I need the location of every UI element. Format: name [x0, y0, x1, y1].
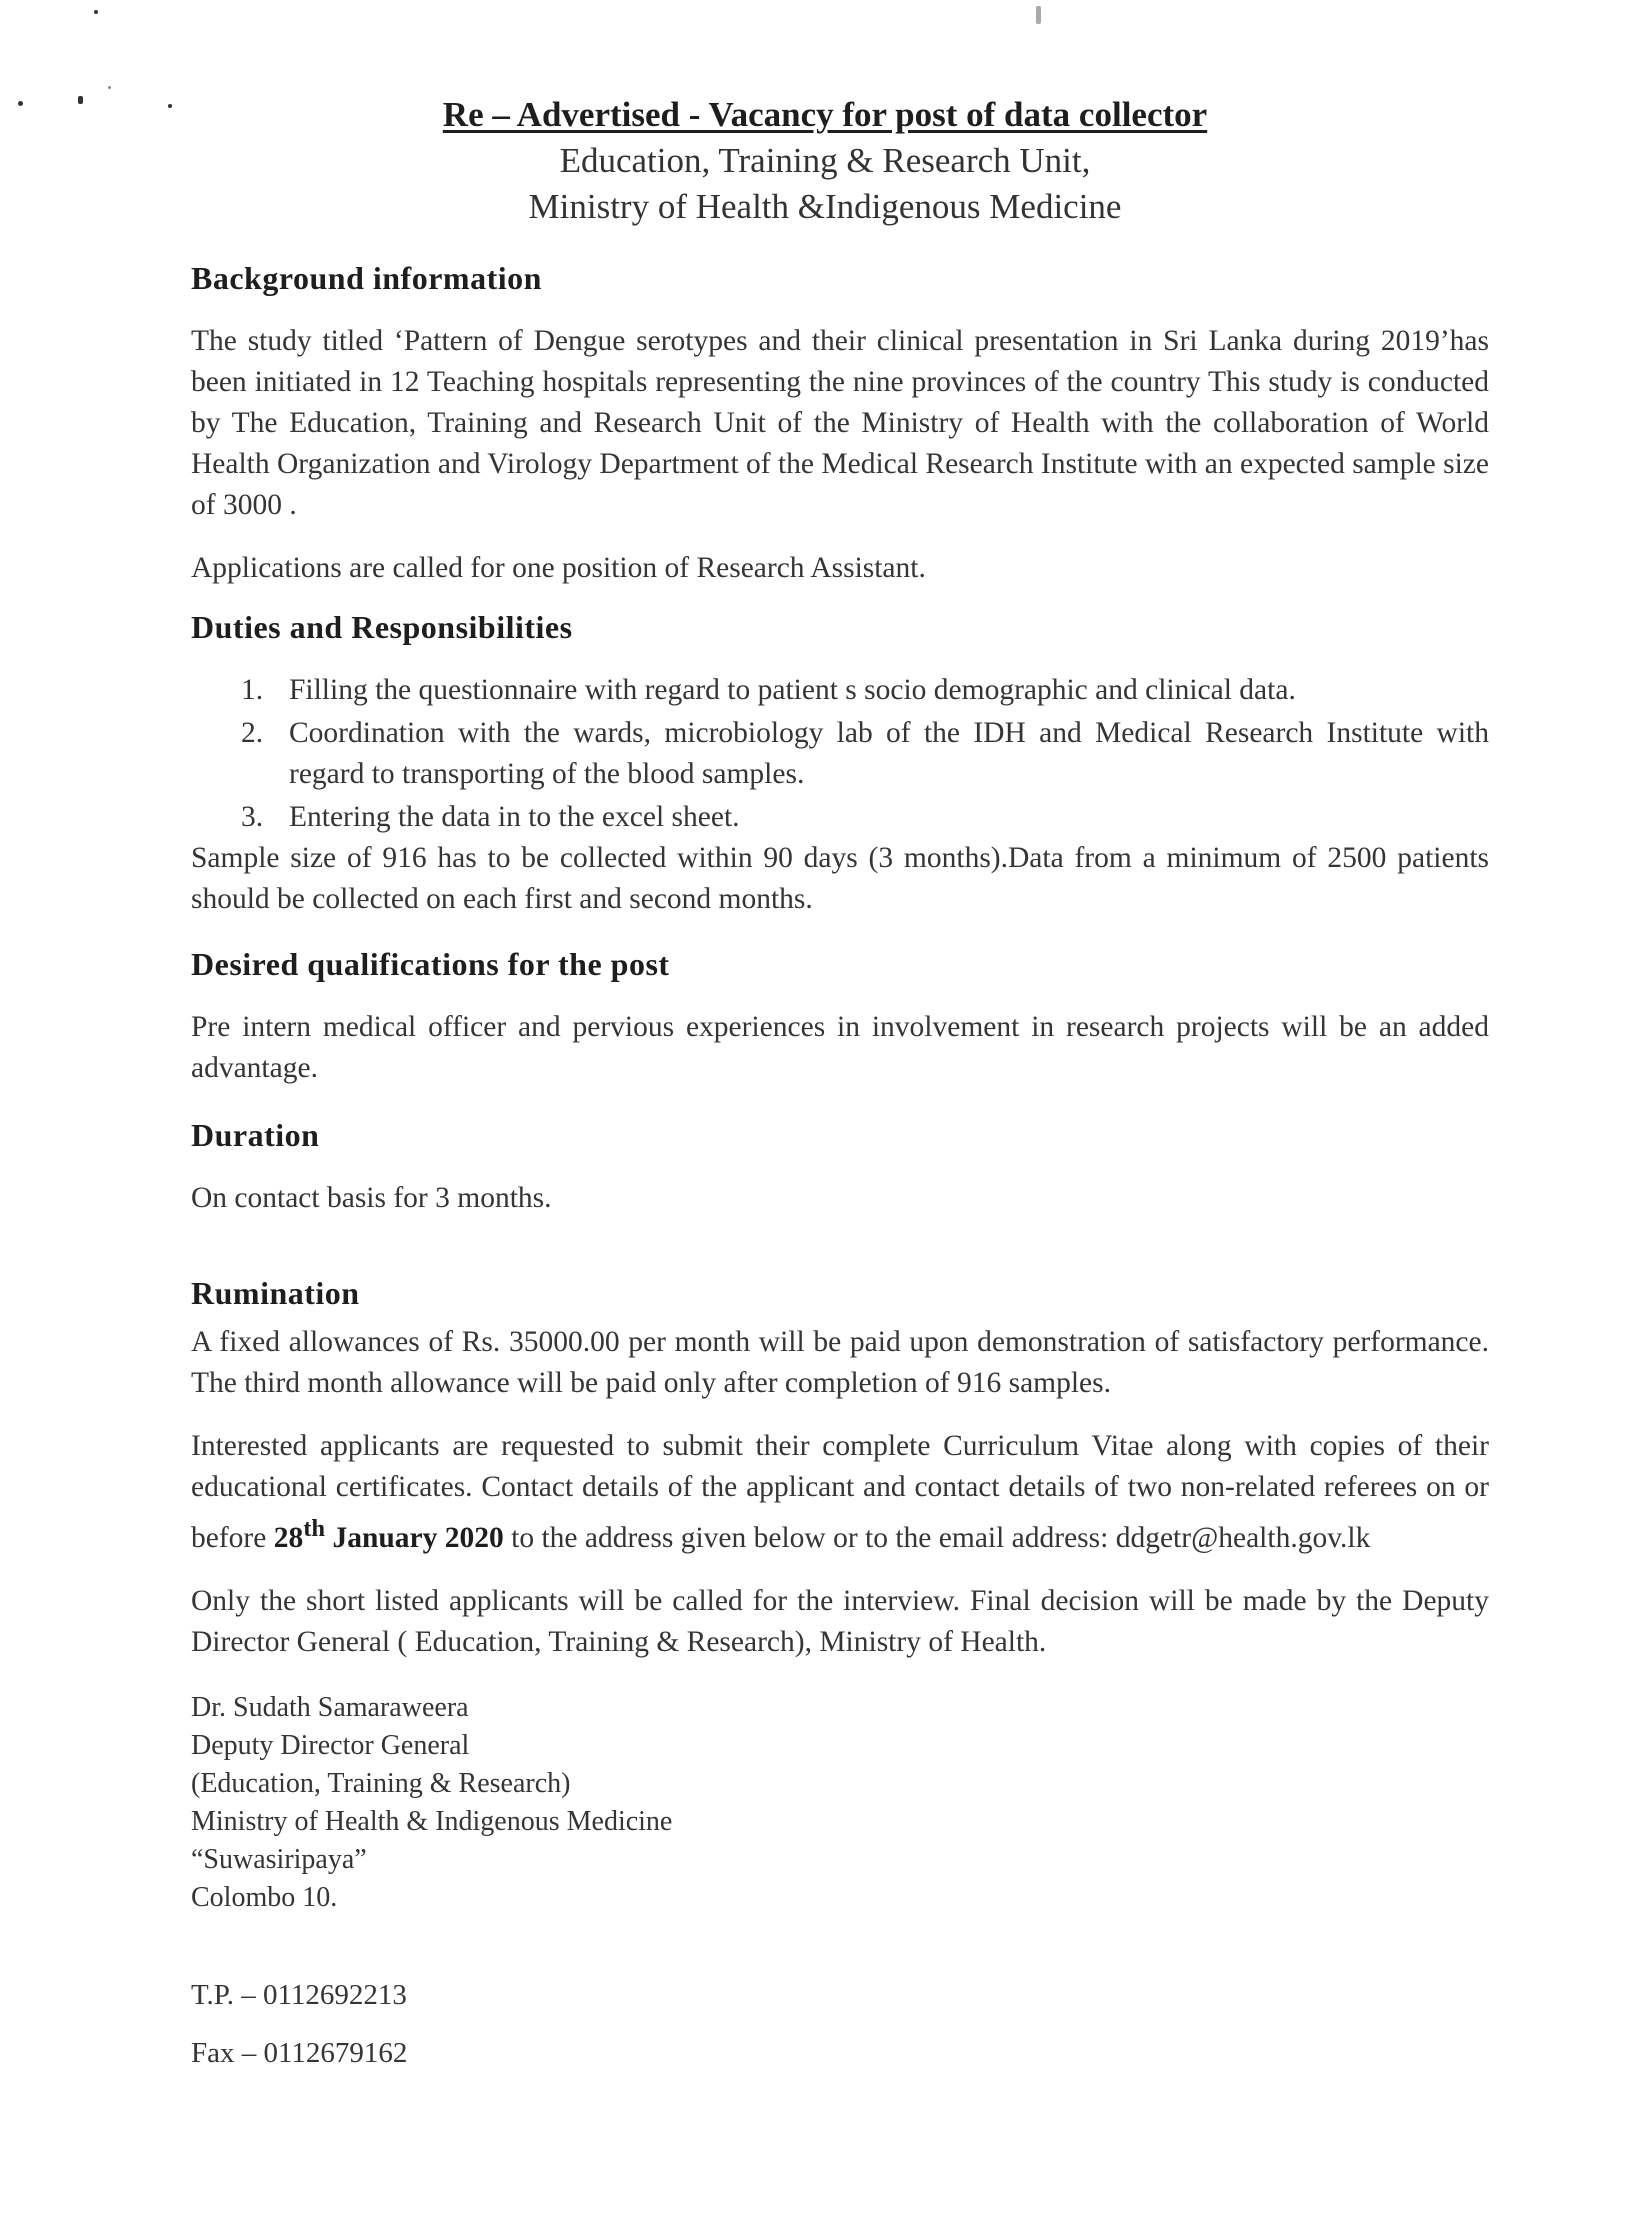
selection-text: Only the short listed applicants will be called for the interview. Final decision will be made by the Deputy Director General ( Education, Training & Research), Ministry of Health.	[191, 1584, 1489, 1658]
signature-block	[191, 1689, 1489, 1917]
duty-text: Entering the data in to the excel sheet.	[289, 801, 740, 833]
signatory-ministry: Ministry of Health & Indigenous Medicine	[191, 1805, 673, 1837]
contact-block	[191, 1975, 1489, 2073]
telephone-number: T.P. – 0112692213	[191, 1978, 407, 2011]
qualifications-text: Pre intern medical officer and pervious experiences in involvement in research projects will be an added advantage.	[191, 1011, 1489, 1084]
rumination-heading: Rumination	[191, 1275, 360, 1311]
duties-heading: Duties and Responsibilities	[191, 609, 573, 645]
applications-called-text: Applications are called for one position of Research Assistant.	[191, 552, 926, 584]
duty-number: 1.	[241, 674, 264, 706]
duty-item	[191, 797, 1489, 838]
duty-number: 2.	[241, 717, 264, 749]
notice-header	[0, 92, 1650, 230]
notice-body	[191, 258, 1489, 2073]
rumination-text: A fixed allowances of Rs. 35000.00 per month will be paid upon demonstration of satisfactory performance. The third month allowance will be paid only after completion of 916 samples.	[191, 1326, 1489, 1399]
duties-list	[191, 670, 1489, 838]
application-text-after: to the address given below or to the email address: ddgetr@health.gov.lk	[503, 1521, 1371, 1554]
signatory-city: Colombo 10.	[191, 1881, 338, 1913]
ministry-name: Ministry of Health &Indigenous Medicine	[528, 187, 1122, 226]
duration-text: On contact basis for 3 months.	[191, 1182, 552, 1214]
duty-item	[191, 713, 1489, 795]
deadline-date	[273, 1515, 504, 1554]
signatory-title: Deputy Director General	[191, 1729, 470, 1761]
duration-heading: Duration	[191, 1117, 320, 1153]
sample-size-note: Sample size of 916 has to be collected within 90 days (3 months).Data from a minimum of 2500 patients should be collected on each first and second months.	[191, 842, 1489, 915]
fax-number: Fax – 0112679162	[191, 2036, 408, 2069]
signatory-division: (Education, Training & Research)	[191, 1767, 571, 1799]
signatory-building: “Suwasiripaya”	[191, 1843, 367, 1875]
background-heading: Background information	[191, 260, 542, 296]
duty-text: Coordination with the wards, microbiology lab of the IDH and Medical Research Institute with regard to transporting of the blood samples.	[289, 717, 1489, 790]
application-text-before: Interested applicants are requested to submit their complete Curriculum Vitae along with copies of their educational certificates. Contact details of the applicant and contact details of two non-related referees on or before	[191, 1430, 1489, 1554]
duty-text: Filling the questionnaire with regard to patient s socio demographic and clinical data.	[289, 674, 1296, 706]
duty-item	[191, 670, 1489, 711]
deadline-month-year: January 2020	[325, 1521, 504, 1554]
duty-number: 3.	[241, 801, 264, 833]
notice-title: Re – Advertised - Vacancy for post of data collector	[442, 95, 1208, 134]
qualifications-heading: Desired qualifications for the post	[191, 946, 670, 982]
deadline-ordinal: th	[303, 1515, 326, 1542]
application-instructions	[191, 1426, 1489, 1559]
unit-name: Education, Training & Research Unit,	[559, 141, 1091, 180]
background-paragraph: The study titled ‘Pattern of Dengue serotypes and their clinical presentation in Sri Lanka during 2019’has been initiated in 12 Teaching hospitals representing the nine provinces of the country This study is conducted by The Education, Training and Research Unit of the Ministry of Health with the collaboration of World Health Organization and Virology Department of the Medical Research Institute with an expected sample size of 3000 .	[191, 325, 1489, 521]
signatory-name: Dr. Sudath Samaraweera	[191, 1691, 469, 1723]
deadline-day: 28	[273, 1521, 304, 1554]
